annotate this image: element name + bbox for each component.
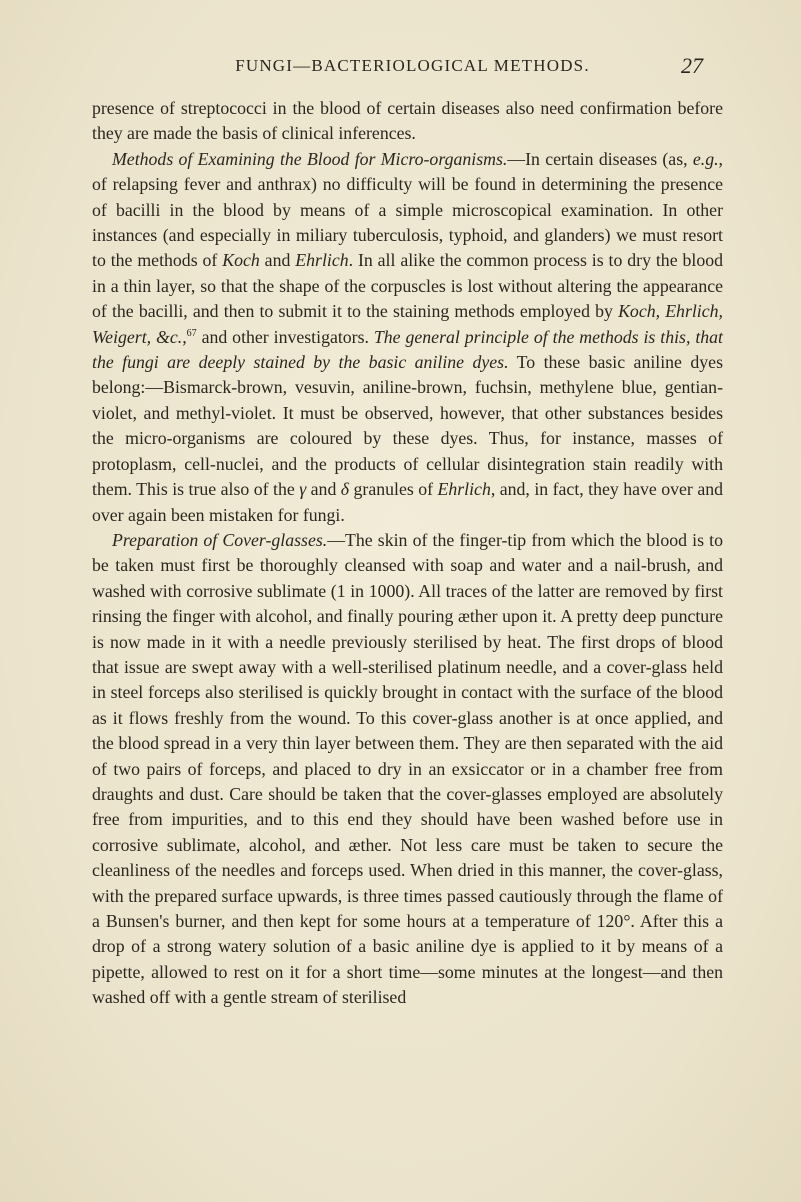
running-head: FUNGI—BACTERIOLOGICAL METHODS. (235, 56, 590, 75)
reference-number: 67 (186, 327, 197, 339)
body-text (92, 96, 723, 1011)
principle-statement: The general principle of the methods is this, that the fungi are deeply stained by the basic aniline dyes. (92, 326, 723, 373)
paragraph-blood-methods: Methods of Examining the Blood for Micro-organisms.—In certain diseases (as, e.g., of relapsing fever and anthrax) no difficulty will be found in determining the presence of bacilli in the blood by means of a simple microscopical examination. In other instances (and especially in miliary tuberculosis, typhoid, and glanders) we must resort to the methods of Koch and Ehrlich. In all alike the common process is to dry the blood in a thin layer, so that the shape of the corpuscles is lost without altering the appearance of the bacilli, and then to submit it to the staining methods employed by Koch, Ehrlich, Weigert, &c.,$^{67}$ and other investigators. The general principle of the methods is this, that the fungi are deeply stained by the basic aniline dyes. To these basic aniline dyes belong:—Bismarck-brown, vesuvin, aniline-brown, fuchsin, methylene blue, gentian-violet, and methyl-violet. It must be observed, however, that other substances besides the micro-organisms are coloured by these dyes. Thus, for instance, masses of protoplasm, cell-nuclei, and the products of cellular disintegration stain readily with them. This is true also of the γ and δ granules of Ehrlich, and, in fact, they have over and over again been mistaken for fungi. (92, 148, 723, 525)
section-heading-cover-glasses: Preparation of Cover-glasses. (112, 529, 328, 550)
section-heading-blood-methods: Methods of Examining the Blood for Micro-organisms. (112, 148, 508, 169)
paragraph-continuation: presence of streptococci in the blood of certain diseases also need confirmation before they are made the basis of clinical inferences. (92, 98, 723, 144)
page-number: 27 (681, 53, 703, 78)
page-header (0, 53, 801, 80)
paragraph-cover-glasses: Preparation of Cover-glasses.—The skin of the finger-tip from which the blood is to be taken must first be thoroughly cleansed with soap and water and a nail-brush, and washed with corrosive sublimate (1 in 1000). All traces of the latter are removed by first rinsing the finger with alcohol, and finally pouring æther upon it. A pretty deep puncture is now made in it with a needle previously sterilised by heat. The first drops of blood that issue are swept away with a well-sterilised platinum needle, and a cover-glass held in steel forceps also sterilised is quickly brought in contact with the surface of the blood as it flows freshly from the wound. To this cover-glass another is at once applied, and the blood spread in a very thin layer between them. They are then separated with the aid of two pairs of forceps, and placed to dry in an exsiccator or in a chamber free from draughts and dust. Care should be taken that the cover-glasses employed are absolutely free from impurities, and to this end they should have been washed before use in corrosive sublimate, alcohol, and æther. Not less care must be taken to secure the cleanliness of the needles and forceps used. When dried in this manner, the cover-glass, with the prepared surface upwards, is three times passed cautiously through the flame of a Bunsen's burner, and then kept for some hours at a temperature of 120°. After this a drop of a strong watery solution of a basic aniline dye is applied to it by means of a pipette, allowed to rest on it for a short time—some minutes at the longest—and then washed off with a gentle stream of sterilised (92, 529, 723, 1008)
